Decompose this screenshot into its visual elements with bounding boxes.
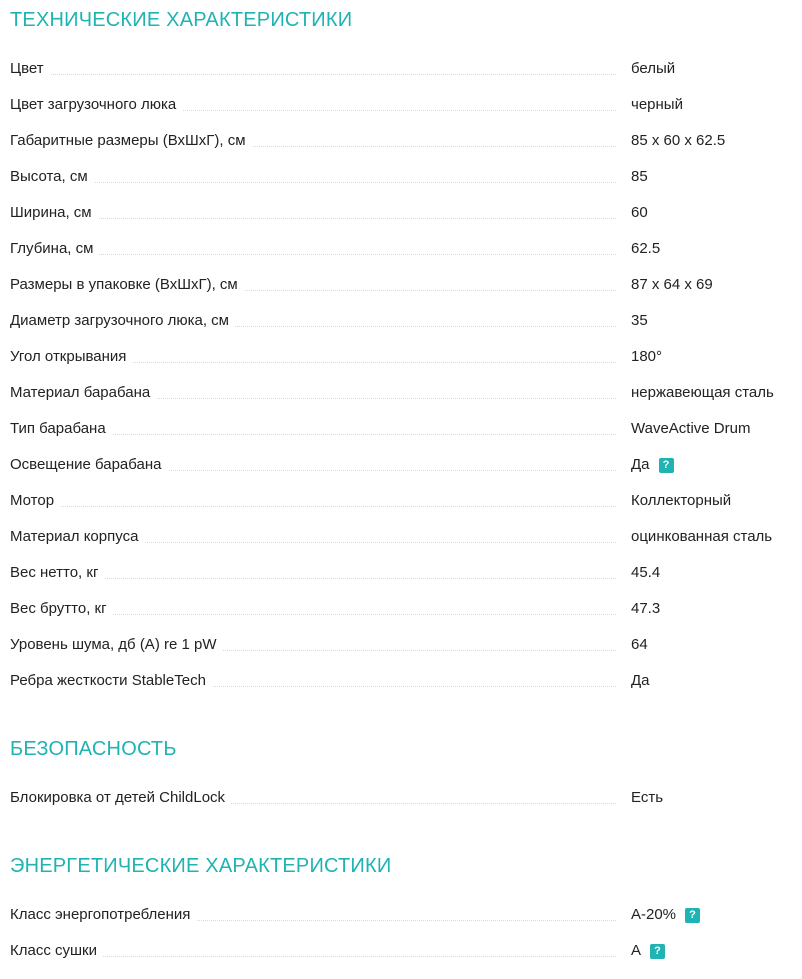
- spec-row-color: [10, 57, 792, 81]
- spec-row-package-dimensions: [10, 273, 792, 297]
- spec-value: [631, 201, 648, 225]
- spec-value-text: 35: [631, 312, 648, 329]
- spec-row-stabletech: [10, 669, 792, 693]
- spec-value-text: 85: [631, 168, 648, 185]
- spec-value: [631, 525, 772, 549]
- spec-row-energy-class: [10, 903, 792, 927]
- spec-value-text: нержавеющая сталь: [631, 384, 774, 401]
- spec-label: Класс энергопотребления: [10, 903, 196, 927]
- spec-value-text: Коллекторный: [631, 492, 732, 509]
- spec-label: Ребра жесткости StableTech: [10, 669, 212, 693]
- row-leader: [10, 74, 616, 75]
- spec-value-text: 64: [631, 636, 648, 653]
- spec-value-text: Есть: [631, 789, 664, 806]
- spec-label: Мотор: [10, 489, 60, 513]
- spec-value: [631, 561, 660, 585]
- spec-value-text: А: [631, 942, 642, 959]
- spec-label: Вес брутто, кг: [10, 597, 113, 621]
- spec-value: [631, 309, 648, 333]
- spec-value: [631, 273, 713, 297]
- spec-value-text: Да: [631, 456, 650, 473]
- spec-row-gross-weight: [10, 597, 792, 621]
- question-mark-icon[interactable]: ?: [659, 458, 674, 473]
- spec-value: [631, 489, 731, 513]
- section-title-energy: ЭНЕРГЕТИЧЕСКИЕ ХАРАКТЕРИСТИКИ: [10, 855, 392, 877]
- spec-label: Материал корпуса: [10, 525, 144, 549]
- spec-value-text: 62.5: [631, 240, 661, 257]
- question-mark-icon[interactable]: ?: [685, 908, 700, 923]
- spec-label: Цвет загрузочного люка: [10, 93, 182, 117]
- spec-label: Материал барабана: [10, 381, 156, 405]
- spec-value-text: А-20%: [631, 906, 677, 923]
- spec-label: Габаритные размеры (ВхШхГ), см: [10, 129, 252, 153]
- spec-label: Угол открывания: [10, 345, 132, 369]
- spec-label: Глубина, см: [10, 237, 99, 261]
- spec-label: Тип барабана: [10, 417, 112, 441]
- spec-value: [631, 93, 683, 117]
- spec-label: Высота, см: [10, 165, 94, 189]
- spec-value: [631, 786, 663, 810]
- spec-label: Вес нетто, кг: [10, 561, 104, 585]
- spec-value: [631, 597, 660, 621]
- spec-value: [631, 453, 674, 477]
- spec-row-drum-material: [10, 381, 792, 405]
- spec-row-door-color: [10, 93, 792, 117]
- spec-value-text: 85 x 60 x 62.5: [631, 132, 726, 149]
- section-title-safety: БЕЗОПАСНОСТЬ: [10, 738, 177, 760]
- spec-row-height: [10, 165, 792, 189]
- spec-label: Цвет: [10, 57, 50, 81]
- spec-row-drying-class: [10, 939, 792, 963]
- spec-value: [631, 939, 665, 963]
- spec-value-text: белый: [631, 60, 676, 77]
- spec-row-noise-level: [10, 633, 792, 657]
- spec-row-depth: [10, 237, 792, 261]
- section-title-technical: ТЕХНИЧЕСКИЕ ХАРАКТЕРИСТИКИ: [10, 9, 353, 31]
- spec-value-text: 87 x 64 x 69: [631, 276, 713, 293]
- spec-value-text: 47.3: [631, 600, 661, 617]
- spec-value: [631, 345, 662, 369]
- spec-row-motor: [10, 489, 792, 513]
- spec-value: [631, 633, 648, 657]
- spec-row-drum-type: [10, 417, 792, 441]
- row-leader: [10, 506, 616, 507]
- spec-row-dimensions: [10, 129, 792, 153]
- spec-value: [631, 165, 648, 189]
- spec-label: Диаметр загрузочного люка, см: [10, 309, 235, 333]
- spec-value: [631, 129, 725, 153]
- spec-label: Класс сушки: [10, 939, 103, 963]
- row-leader: [10, 218, 616, 219]
- spec-value-text: черный: [631, 96, 683, 113]
- row-leader: [10, 254, 616, 255]
- spec-value-text: 60: [631, 204, 648, 221]
- spec-value-text: WaveActive Drum: [631, 420, 751, 437]
- spec-value-text: Да: [631, 672, 650, 689]
- spec-value-text: оцинкованная сталь: [631, 528, 773, 545]
- row-leader: [10, 182, 616, 183]
- spec-label: Размеры в упаковке (ВхШхГ), см: [10, 273, 244, 297]
- spec-row-net-weight: [10, 561, 792, 585]
- spec-row-drum-lighting: [10, 453, 792, 477]
- spec-value: [631, 381, 774, 405]
- spec-value: [631, 57, 675, 81]
- spec-value-text: 45.4: [631, 564, 661, 581]
- spec-row-childlock: [10, 786, 792, 810]
- spec-value: [631, 669, 650, 693]
- spec-label: Блокировка от детей ChildLock: [10, 786, 231, 810]
- spec-value-text: 180°: [631, 348, 663, 365]
- spec-row-width: [10, 201, 792, 225]
- spec-row-opening-angle: [10, 345, 792, 369]
- spec-row-door-diameter: [10, 309, 792, 333]
- spec-label: Уровень шума, дб (А) re 1 pW: [10, 633, 223, 657]
- spec-value: [631, 417, 750, 441]
- spec-label: Ширина, см: [10, 201, 98, 225]
- spec-row-body-material: [10, 525, 792, 549]
- spec-label: Освещение барабана: [10, 453, 168, 477]
- spec-value: [631, 903, 700, 927]
- question-mark-icon[interactable]: ?: [650, 944, 665, 959]
- spec-value: [631, 237, 660, 261]
